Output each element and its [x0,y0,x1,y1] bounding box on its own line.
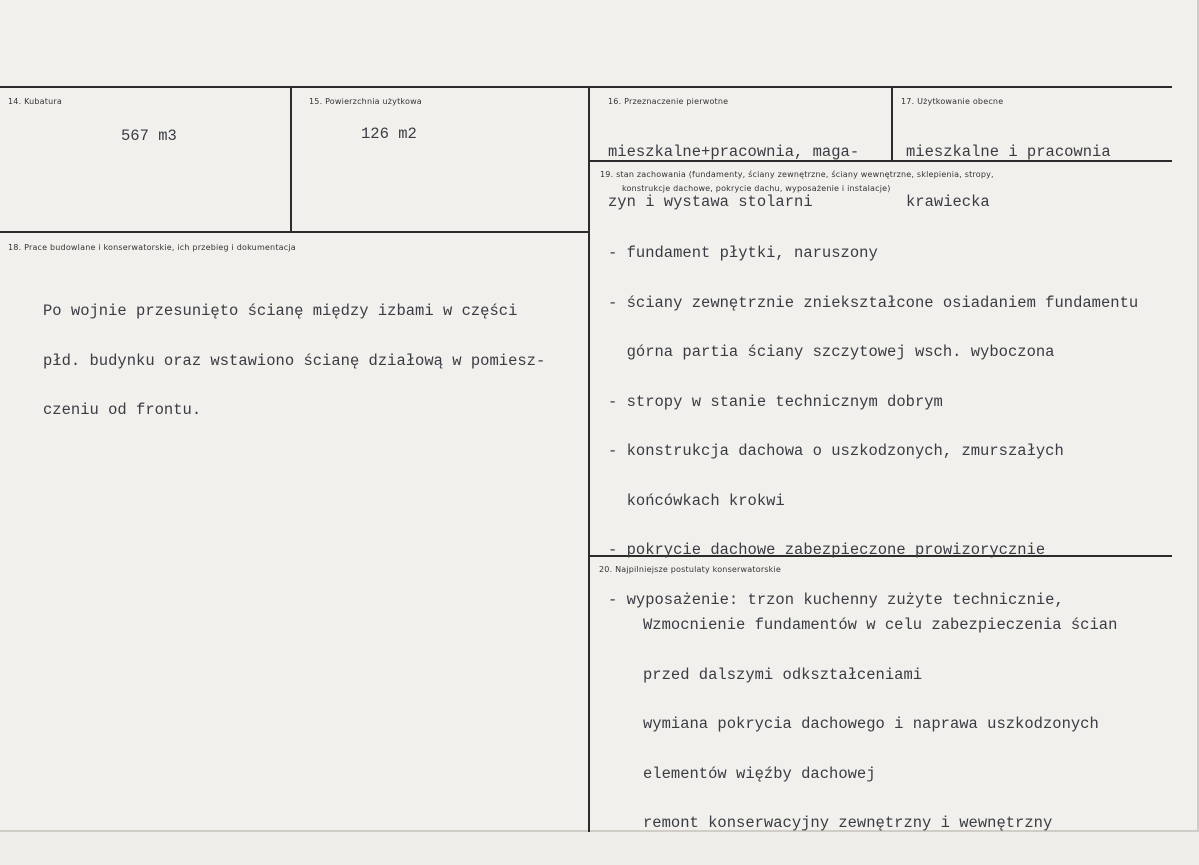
divider-main [588,88,590,832]
divider-14-15 [290,88,292,233]
field-20-line: przed dalszymi odkształceniami [643,665,923,684]
field-19-label-cont: konstrukcje dachowe, pokrycie dachu, wyposażenie i instalacje) [622,184,891,193]
field-15-value: 126 m2 [361,125,417,143]
field-19-line: - konstrukcja dachowa o uszkodzonych, zmurszałych [608,442,1064,460]
field-18-label: 18. Prace budowlane i konserwatorskie, ich przebieg i dokumentacja [8,243,296,252]
field-20-line: Wzmocnienie fundamentów w celu zabezpieczenia ścian [643,616,1118,634]
field-19-line: - fundament płytki, naruszony [608,244,878,262]
field-19-line: górna partia ściany szczytowej wsch. wyboczona [608,343,1055,361]
field-14-value: 567 m3 [121,127,177,145]
field-18-value [43,270,545,452]
field-16-line: mieszkalne+pracownia, maga- [608,143,860,161]
field-20-label: 20. Najpilniejsze postulaty konserwatorskie [599,565,782,574]
field-17-line: krawiecka [906,192,990,211]
field-16-label: 16. Przeznaczenie pierwotne [608,97,729,106]
field-20-line: elementów więźby dachowej [643,764,876,783]
field-18-line: czeniu od frontu. [43,401,202,419]
divider-16-17 [891,88,893,161]
field-17-line: mieszkalne i pracownia [906,143,1111,161]
field-20-line: wymiana pokrycia dachowego i naprawa uszkodzonych [643,715,1099,733]
field-19-line: - stropy w stanie technicznym dobrym [608,392,943,411]
field-19-line: - pokrycie dachowe zabezpieczone prowizorycznie [608,541,1046,559]
field-14-label: 14. Kubatura [8,97,62,106]
field-15-label: 15. Powierzchnia użytkowa [309,97,422,106]
top-rule [0,86,1172,88]
field-20-line: remont konserwacyjny zewnętrzny i wewnętrzny [643,814,1053,832]
field-19-line: - wyposażenie: trzon kuchenny zużyte technicznie, [608,590,1064,609]
rule-under-14-15 [0,231,590,233]
field-16-line: zyn i wystawa stolarni [608,192,813,211]
field-18-line: Po wojnie przesunięto ścianę między izbami w części [43,302,518,320]
field-18-line: płd. budynku oraz wstawiono ścianę działową w pomiesz- [43,351,546,370]
field-17-label: 17. Użytkowanie obecne [901,97,1004,106]
field-19-value [608,212,1138,641]
field-19-line: końcówkach krokwi [608,491,785,510]
field-19-label: 19. stan zachowania (fundamenty, ściany zewnętrzne, ściany wewnętrzne, sklepienia, stropy, [600,170,994,179]
field-19-line: - ściany zewnętrznie zniekształcone osiadaniem fundamentu [608,293,1139,312]
field-20-value [643,584,1117,865]
